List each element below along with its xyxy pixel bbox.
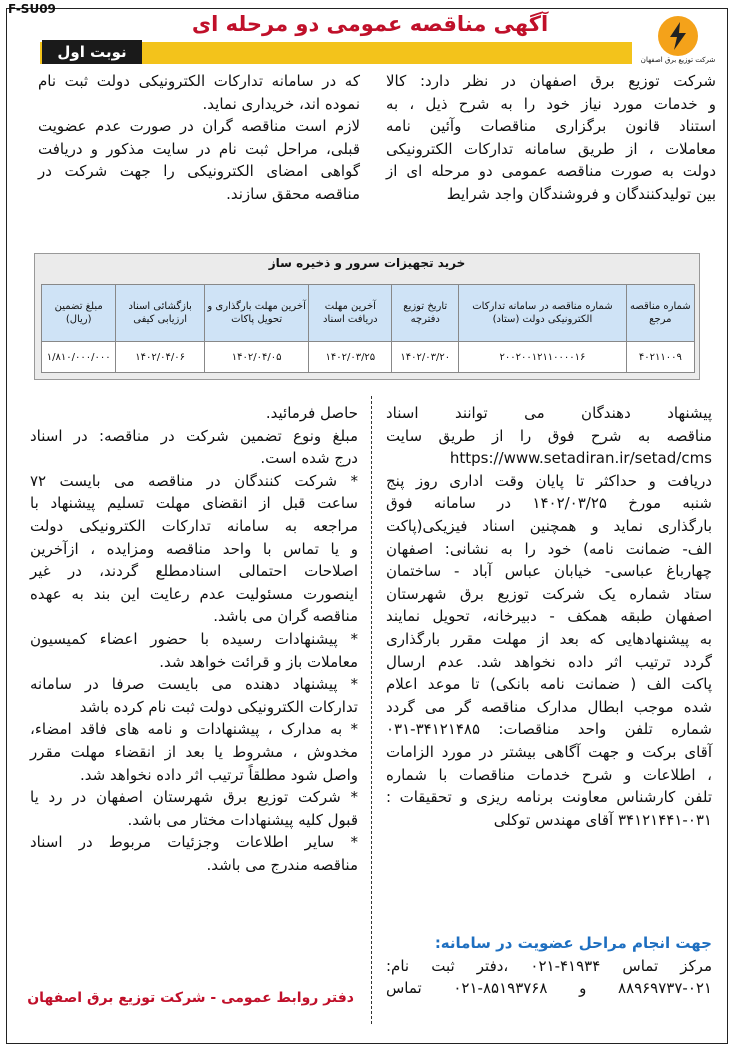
table-cell: ۱/۸۱۰/۰۰۰/۰۰۰	[42, 342, 116, 373]
text-line: اینصورت مسئولیت عدم رعایت این بند به عهده	[30, 584, 358, 603]
logo-text: شرکت توزیع برق اصفهان	[640, 56, 716, 64]
text-line: قبلی، مراحل ثبت نام در سایت مذکور و دریافت	[38, 139, 360, 158]
text-line: تدارکات الکترونیکی دولت ثبت نام کرده باشد	[79, 697, 358, 716]
text-line: * سایر اطلاعات وجزئیات مربوط در اسناد	[30, 833, 358, 852]
table-cell: ۲۰۰۲۰۰۱۲۱۱۰۰۰۰۱۶	[459, 342, 627, 373]
stage-label: نوبت اول	[42, 40, 142, 64]
text-line: اصفهان طبقه همکف - دبیرخانه، تحویل نمایند	[386, 607, 712, 626]
column-header: بازگشائی اسناد ارزیابی کیفی	[116, 285, 205, 342]
text-line: معاملات باز و قرائت خواهد شد.	[159, 652, 358, 671]
text-line: آقای برکت و جهت آگاهی بیشتر در مورد الزامات	[386, 742, 712, 761]
text-line: الف- ضمانت نامه) خود را به نشانی: اصفهان	[386, 539, 712, 558]
lightning-icon	[658, 16, 698, 56]
text-line: شنبه مورخ ۱۴۰۲/۰۳/۲۵ در سامانه فوق	[386, 494, 712, 513]
membership-line: مرکز تماس ۴۱۹۳۴-۰۲۱ ،دفتر ثبت نام:	[386, 956, 712, 975]
column-header: مبلغ تضمین (ریال)	[42, 285, 116, 342]
text-line: که در سامانه تدارکات الکترونیکی دولت ثبت نام	[38, 72, 360, 90]
table-cell: ۱۴۰۲/۰۴/۰۵	[204, 342, 308, 373]
text-line: ستاد شماره یک شرکت توزیع برق شهرستان	[386, 584, 712, 603]
text-line: * به مدارک ، پیشنهادات و نامه های فاقد امضاء،	[30, 720, 358, 739]
company-logo	[636, 16, 720, 78]
column-header: شماره مناقصه مرجع	[626, 285, 694, 342]
table-header-row	[42, 285, 695, 342]
text-line: مناقصه محقق سازند.	[226, 184, 360, 203]
intro-right-column	[386, 70, 716, 206]
text-line: پیشنهاد دهندگان می توانند اسناد	[386, 404, 712, 422]
text-line: * پیشنهادات رسیده با حضور اعضاء کمیسیون	[30, 629, 358, 648]
text-line: * شرکت کنندگان در مناقصه می بایست ۷۲	[30, 471, 358, 490]
text-line: شرکت توزیع برق اصفهان در نظر دارد: کالا	[386, 72, 716, 90]
text-line: استناد قانون برگزاری مناقصات وآئین نامه	[386, 117, 716, 136]
document-code: F-SU09	[8, 2, 56, 16]
page-title: آگهی مناقصه عمومی دو مرحله ای	[191, 12, 549, 36]
text-line: مناقصه به شرح فوق را از طریق سایت	[386, 426, 712, 445]
text-line: تلفن کارشناس معاونت برنامه ریزی و تحقیقات :	[386, 788, 712, 807]
table-cell: ۱۴۰۲/۰۳/۲۰	[392, 342, 459, 373]
text-line: به پیشنهادهایی که بعد از مهلت مقرر بارگذاری	[386, 629, 712, 648]
column-header: تاریخ توزیع دفترچه	[392, 285, 459, 342]
text-line: گردد ترتیب اثر داده نخواهد شد. عدم ارسال	[386, 652, 712, 671]
membership-line: ۸۸۹۶۹۷۳۷-۰۲۱ و ۸۵۱۹۳۷۶۸-۰۲۱ تماس	[386, 979, 712, 998]
intro-left-column	[38, 70, 360, 206]
text-line: مخدوش ، مشروط یا بعد از انقضاء مهلت مقرر	[30, 742, 358, 761]
text-line: و خدمات مورد نیاز خود را به شرح ذیل ، به	[386, 94, 716, 113]
text-line: پاکت الف ( ضمانت نامه بانکی) تا موعد اعلام	[386, 675, 712, 694]
text-line: مراجعه به سامانه تدارکات الکترونیکی دولت	[30, 516, 358, 535]
text-line: درج شده است.	[260, 449, 358, 468]
text-line: قبول کلیه پیشنهادات مختار می باشد.	[127, 810, 358, 829]
tender-table	[41, 284, 695, 373]
text-line: ، اطلاعات و شرح خدمات مناقصات با شماره	[386, 765, 712, 784]
table-row	[42, 342, 695, 373]
table-cell: ۱۴۰۲/۰۴/۰۶	[116, 342, 205, 373]
text-line: مبلغ ونوع تضمین شرکت در مناقصه: در اسناد	[30, 426, 358, 445]
body-left-column	[30, 402, 358, 876]
text-line: معاملات ، از طریق سامانه تدارکات الکترونیکی	[386, 139, 716, 158]
text-line: نموده اند، خریداری نماید.	[202, 94, 360, 113]
body-right-column	[386, 402, 712, 831]
membership-section	[386, 932, 712, 1000]
text-line: https://www.setadiran.ir/setad/cms	[449, 449, 712, 468]
footer-signature: دفتر روابط عمومی - شرکت توزیع برق اصفهان	[27, 990, 354, 1006]
column-header: شماره مناقصه در سامانه تدارکات الکترونیکی دولت (ستاد)	[459, 285, 627, 342]
text-line: واصل شود مطلقاً ترتیب اثر داده نخواهد شد.	[80, 765, 358, 784]
text-line: مناقصه مندرج می باشد.	[206, 855, 358, 874]
text-line: دولت به صورت مناقصه عمومی دو مرحله ای از	[386, 162, 716, 181]
text-line: * پیشنهاد دهنده می بایست صرفا در سامانه	[30, 675, 358, 694]
text-line: حاصل فرمائید.	[265, 404, 358, 422]
tender-table-box	[34, 253, 700, 380]
text-line: دریافت و حداکثر تا پایان وقت اداری روز پنج	[386, 471, 712, 490]
text-line: بین تولیدکنندگان و فروشندگان واجد شرایط	[446, 184, 716, 203]
table-title: خرید تجهیزات سرور و ذخیره ساز	[268, 256, 466, 270]
text-line: چهارباغ عباسی- خیابان عباس آباد - ساختمان	[386, 562, 712, 581]
text-line: ساعت قبل از انقضای مهلت تسلیم پیشنهاد با	[30, 494, 358, 513]
text-line: مناقصه گران می باشد.	[213, 607, 358, 626]
column-header: آخرین مهلت دریافت اسناد	[309, 285, 392, 342]
text-line: و یا تماس با واحد مناقصه ومزایده ، ازآخرین	[30, 539, 358, 558]
text-line: شده موجب ابطال مدارک مناقصه گر می گردد	[386, 697, 712, 716]
text-line: بارگذاری نماید و همچنین اسناد فیزیکی(پاکت	[386, 516, 712, 535]
column-divider	[371, 396, 372, 1024]
text-line: ۳۴۱۲۱۴۴۱-۰۳۱ آقای مهندس توکلی	[493, 810, 712, 829]
column-header: آخرین مهلت بارگذاری و تحویل پاکات	[204, 285, 308, 342]
membership-heading: جهت انجام مراحل عضویت در سامانه:	[434, 934, 712, 952]
table-cell: ۱۴۰۲/۰۳/۲۵	[309, 342, 392, 373]
text-line: شماره تلفن واحد مناقصات: ۳۴۱۲۱۴۸۵-۰۳۱	[386, 720, 712, 739]
text-line: لازم است مناقصه گران در صورت عدم عضویت	[38, 117, 360, 136]
text-line: اصلاحات احتمالی اسنادمطلع گردند، در غیر	[30, 562, 358, 581]
table-cell: ۴۰۲۱۱۰۰۹	[626, 342, 694, 373]
text-line: * شرکت توزیع برق شهرستان اصفهان در رد یا	[30, 788, 358, 807]
text-line: گواهی امضای الکترونیکی را جهت شرکت در	[38, 162, 360, 181]
